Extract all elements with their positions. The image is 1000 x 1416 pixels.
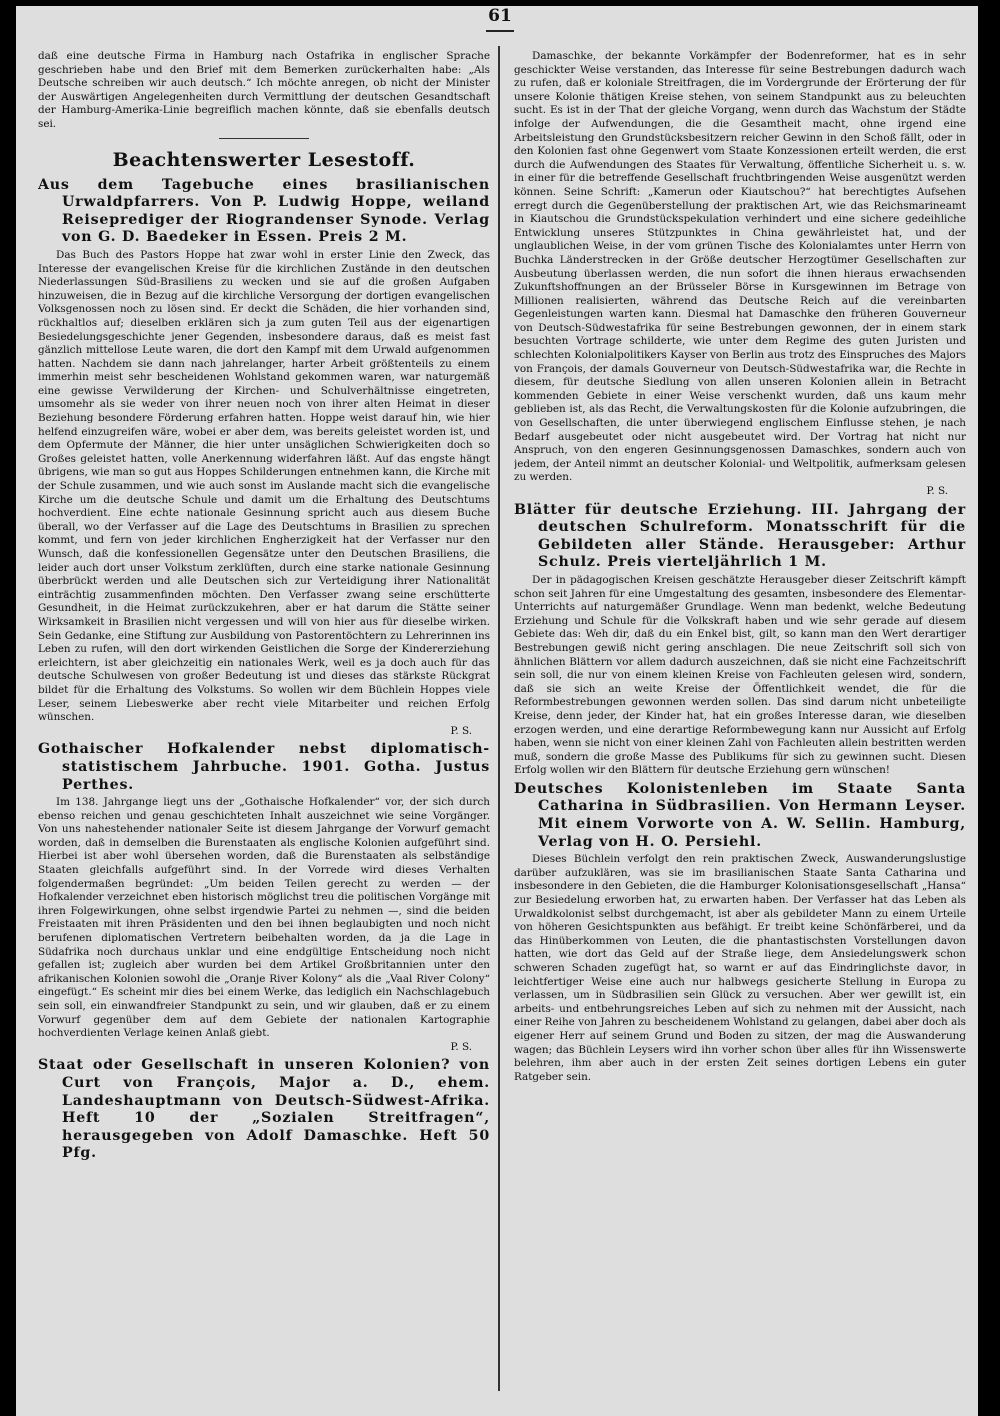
review-body-kolonistenleben: Dieses Büchlein verfolgt den rein praktischen Zweck, Auswanderungslustige darüber aufzuklären, was sie im brasilianischen Staate Santa Catharina und insbesondere in den Gebieten, die die Hamburger Kolonisationsgesellschaft „Hansa“ zur Besiedelung erworben hat, zu erwarten haben. Der Verfasser hat das Leben als Urwaldkolonist selbst durchgemacht, ist aber als gebildeter Mann zu einem Urteile von höheren Gesichtspunkten aus befähigt. Er treibt keine Schönfärberei, und da das Hinüberkommen von Leuten, die die phantastischsten Vorstellungen davon hatten, wie dort das Geld auf der Straße liege, dem Ansiedelungswerk schon schweren Schaden zugefügt hat, so warnt er auf das Eindringlichste davor, in leichtfertiger Weise eine auch nur halbwegs gesicherte Stellung in Europa zu verlassen, um in Südbrasilien sein Glück zu versuchen. Aber wer gewillt ist, ein arbeits- und entbehrungsreiches Leben auf sich zu nehmen mit der Aussicht, nach einer Reihe von Jahren zu bescheidenem Wohlstand zu gelangen, dabei aber doch als eigener Herr auf seinem Grund und Boden zu sitzen, der mag die Auswanderung wagen; das Büchlein Leysers wird ihn vorher schon über alles für ihn Wissenswerte belehren, ihm aber auch in der ersten Zeit seines dortigen Lebens ein guter Ratgeber sein. bbox=[514, 853, 966, 1083]
review-signature: P. S. bbox=[450, 724, 472, 737]
right-column bbox=[514, 50, 966, 1400]
review-heading-staat-oder-gesellschaft: Staat oder Gesellschaft in unseren Kolonien? von Curt von François, Major a. D., ehem. Landeshauptmann von Deutsch-Südwest-Afrika. Heft 10 der „Sozialen Streitfragen“, herausgegeben von Adolf Damaschke. Heft 50 Pfg. bbox=[38, 1057, 490, 1162]
review-body-hofkalender: Im 138. Jahrgange liegt uns der „Gothaische Hofkalender“ vor, der sich durch ebenso reichen und genau geschichteten Inhalt auszeichnet wie seine Vorgänger. Von uns nahestehender nationaler Seite ist diesem Jahrgange der Vorwurf gemacht worden, daß in demselben die Burenstaaten als englische Kolonien aufgeführt sind. Hierbei ist aber wohl übersehen worden, daß die Burenstaaten als selbständige Staaten gleichfalls aufgeführt sind. In der Vorrede wird dieses Verhalten folgendermaßen begründet: „Um beiden Teilen gerecht zu werden — der Hofkalender verzeichnet eben historisch möglichst treu die politischen Vorgänge mit ihren Folgewirkungen, ohne selbst irgendwie Partei zu nehmen —, sind die beiden Freistaaten mit ihren Präsidenten und den bei ihnen beglaubigten und noch nicht berufenen diplomatischen Vertretern beibehalten worden, da ja die Lage in Südafrika noch durchaus unklar und eine endgültige Entscheidung noch nicht gefallen ist; zugleich aber wurden bei dem Artikel Großbritannien unter den afrikanischen Kolonien sowohl die „Oranje River Kolony“ als die „Vaal River Colony“ eingefügt.“ Es scheint mir dies bei einem Werke, das lediglich ein Nachschlagebuch sein soll, ein einwandfreier Standpunkt zu sein, und wir glauben, daß er zu einem Vorwurf gegenüber dem auf dem Gebiete der nationalen Kartographie hochverdienten Verlage keinen Anlaß giebt. bbox=[38, 796, 490, 1040]
review-body-urwaldpfarrer: Das Buch des Pastors Hoppe hat zwar wohl in erster Linie den Zweck, das Interesse der evangelischen Kreise für die kirchlichen Zustände in den deutschen Niederlassungen Süd-Brasiliens zu wecken und sie auf die großen Aufgaben hinzuweisen, die in Bezug auf die kirchliche Versorgung der dortigen evangelischen Volksgenossen noch zu lösen sind. Er deckt die Schäden, die hier vorhanden sind, rückhaltlos auf; dieselben erklären sich ja zum guten Teil aus der eigenartigen Besiedelungsgeschichte jener Gegenden, insbesondere daraus, daß es meist fast gänzlich mittellose Leute waren, die dort den Kampf mit dem Urwald aufgenommen hatten. Nachdem sie dann nach jahrelanger, harter Arbeit größtenteils zu einem immerhin meist sehr bescheidenen Wohlstand gekommen waren, war naturgemäß eine gewisse Verwilderung der Kirchen- und Schulverhältnisse eingetreten, umsomehr als sie weder von ihrer neuen noch von ihrer alten Heimat in dieser Beziehung besondere Förderung erfahren hatten. Hoppe weist darauf hin, wie hier helfend einzugreifen wäre, wobei er aber dem, was bereits geleistet worden ist, und dem Opfermute der Männer, die hier unter unsäglichen Schwierigkeiten doch so Großes geleistet hatten, volle Anerkennung widerfahren läßt. Auf das engste hängt übrigens, wie man so gut aus Hoppes Schilderungen entnehmen kann, die Kirche mit der Schule zusammen, und wie auch sonst im Auslande macht sich die evangelische Kirche um die deutsche Schule und damit um die Erhaltung des Deutschtums hochverdient. Eine echte nationale Gesinnung spricht auch aus diesem Buche überall, wo der Verfasser auf die Lage des Deutschtums in Brasilien zu sprechen kommt, und fern von jeder kirchlichen Engherzigkeit hat der Verfasser nur den Wunsch, daß die konfessionellen Gegensätze unter den Deutschen Brasiliens, die leider auch dort unser Volkstum zerklüften, durch eine starke nationale Gesinnung überbrückt werden und alle Deutschen sich zur Verteidigung ihrer Nationalität einträchtig zusammenfinden möchten. Den Verfasser zwang seine erschütterte Gesundheit, in die Heimat zurückzukehren, aber er hat darum die Stätte seiner Wirksamkeit in Brasilien nicht vergessen und will von hier aus für dieselbe wirken. Sein Gedanke, eine Stiftung zur Ausbildung von Pastorentöchtern zu Lehrerinnen ins Leben zu rufen, will den dort wirkenden Geistlichen die Sorge der Kindererziehung erleichtern, ist aber gleichzeitig ein nationales Werk, weil es ja doch auch für das deutsche Schulwesen von großer Bedeutung ist und dieses das stärkste Rückgrat bildet für die Erhaltung des Volkstums. So wollen wir dem Büchlein Hoppes viele Leser, seinem Liebeswerke aber recht viele Mitarbeiter und reichen Erfolg wünschen. bbox=[38, 248, 490, 724]
scan-border-left bbox=[0, 0, 16, 1416]
page-number-underline bbox=[486, 30, 514, 32]
review-signature: P. S. bbox=[926, 485, 948, 497]
review-heading-blaetter-erziehung: Blätter für deutsche Erziehung. III. Jahrgang der deutschen Schulreform. Monatsschrift für die Gebildeten aller Stände. Herausgeber: Arthur Schulz. Preis vierteljährlich 1 M. bbox=[514, 501, 966, 571]
review-heading-hofkalender: Gothaischer Hofkalender nebst diplomatisch-statistischem Jahrbuche. 1901. Gotha. Justus Perthes. bbox=[38, 741, 490, 793]
page-number: 61 bbox=[488, 6, 512, 26]
scan-border-right bbox=[978, 0, 1000, 1416]
column-divider bbox=[498, 46, 500, 1391]
section-title: Beachtenswerter Lesestoff. bbox=[112, 148, 416, 171]
review-signature: P. S. bbox=[450, 1040, 472, 1053]
review-heading-kolonistenleben: Deutsches Kolonistenleben im Staate Santa Catharina in Südbrasilien. Von Hermann Leyser. Mit einem Vorworte von A. W. Sellin. Hamburg, Verlag von H. O. Persiehl. bbox=[514, 780, 966, 850]
review-body-blaetter-erziehung: Der in pädagogischen Kreisen geschätzte Herausgeber dieser Zeitschrift kämpft schon seit Jahren für eine Umgestaltung des gesamten, insbesondere des Elementar-Unterrichts auf naturgemäßer Grundlage. Wenn man bedenkt, welche Bedeutung Erziehung und Schule für die Volkskraft haben und wie sehr gerade auf diesem Gebiete das: Weh dir, daß du ein Enkel bist, gilt, so kann man den Wert derartiger Bestrebungen gewiß nicht gering anschlagen. Die neue Zeitschrift soll sich von ähnlichen Blättern vor allem dadurch auszeichnen, daß sie nicht eine Fachzeitschrift sein soll, die nur von einem kleinen Kreise von Fachleuten gelesen wird, sondern, daß sie sich an weite Kreise der Öffentlichkeit wendet, die für die Reformbestrebungen gewonnen werden sollen. Das sind darum nicht unbeteiligte Kreise, denn jeder, der Kinder hat, hat ein großes Interesse daran, wie dieselben erzogen werden, und eine derartige Reformbewegung kann nur Aussicht auf Erfolg haben, wenn sie nicht von einer kleinen Zahl von Fachleuten allein bestritten werden muß, sondern die große Masse des Publikums für sich zu gewinnen sucht. Diesen Erfolg wollen wir den Blättern für deutsche Erziehung gern wünschen! bbox=[514, 573, 966, 777]
review-heading-urwaldpfarrer: Aus dem Tagebuche eines brasilianischen Urwaldpfarrers. Von P. Ludwig Hoppe, weiland Reiseprediger der Riograndenser Synode. Verlag von G. D. Baedeker in Essen. Preis 2 M. bbox=[38, 176, 490, 246]
left-column bbox=[38, 50, 490, 1400]
review-body-staat-oder-gesellschaft: Damaschke, der bekannte Vorkämpfer der Bodenreformer, hat es in sehr geschickter Weise verstanden, das Interesse für seine Bestrebungen dadurch wach zu rufen, daß er koloniale Streitfragen, die im Vordergrunde der Erörterung der für unsere Kolonie thätigen Kreise stehen, von seinem Standpunkt aus zu beleuchten sucht. Es ist in der That der gleiche Vorgang, wenn durch das Wachstum der Städte infolge der Aufwendungen, die die Gesamtheit macht, ohne irgend eine Arbeitsleistung den Grundstücksbesitzern reicher Gewinn in den Schoß fällt, oder in den Kolonien fast ohne Gegenwert vom Staate Konzessionen erteilt werden, die erst durch die Aufwendungen des Staates für Verwaltung, öffentliche Sicherheit u. s. w. in einer für die betreffende Gesellschaft fruchtbringenden Weise ausgenützt werden können. Seine Schrift: „Kamerun oder Kiautschou?“ hat berechtigtes Aufsehen erregt durch die Gegenüberstellung der praktischen Art, wie das Reichsmarineamt in Kiautschou die Grundstückspekulation verhindert und eine sichere gedeihliche Entwicklung unseres Stützpunktes in China gewährleistet hat, und der unglaublichen Weise, in der vom grünen Tische des Kolonialamtes unter Herrn von Buchka Länderstrecken in der Größe deutscher Herzogtümer Gesellschaften zur Ausbeutung überlassen werden, die nun sofort die ihnen hieraus erwachsenden Zukunftshoffnungen an der Brüsseler Börse in Kursgewinnen im Betrage von Millionen realisierten, während das Deutsche Reich auf die vereinbarten Gegenleistungen warten kann. Diesmal hat Damaschke den früheren Gouverneur von Deutsch-Südwestafrika für seine Bestrebungen gewonnen, der in einem stark besuchten Vortrage schilderte, wie unter dem Regime des guten Juristen und schlechten Kolonialpolitikers Kayser von Berlin aus trotz des Einspruches des Majors von François, der damals Gouverneur von Deutsch-Südwestafrika war, die Rechte in diesem, für deutsche Siedlung von allen unseren Kolonien allein in Betracht kommenden Gebiete in einer Weise verschenkt wurden, daß uns kaum mehr geblieben ist, als das Recht, die Verwaltungskosten für die Kolonie aufzubringen, die von Gesellschaften, die unter überwiegend englischem Einflusse stehen, je nach Bedarf ausgebeutet oder nicht ausgebeutet wird. Der Vortrag hat nicht nur Anspruch, von den engeren Gesinnungsgenossen Damaschkes, sondern auch von jedem, der Anteil nimmt an deutscher Kolonial- und Weltpolitik, aufmerksam gelesen zu werden. bbox=[514, 50, 966, 484]
intro-paragraph: daß eine deutsche Firma in Hamburg nach Ostafrika in englischer Sprache geschrieben habe und den Brief mit dem Bemerken zurückerhalten habe: „Als Deutsche schreiben wir auch deutsch.“ Ich möchte anregen, ob nicht der Minister der Auswärtigen Angelegenheiten durch Vermittlung der deutschen Gesandtschaft der Hamburg-Amerika-Linie begreiflich machen könnte, daß sie ebenfalls deutsch sei. bbox=[38, 50, 490, 130]
separator-rule bbox=[219, 138, 309, 139]
